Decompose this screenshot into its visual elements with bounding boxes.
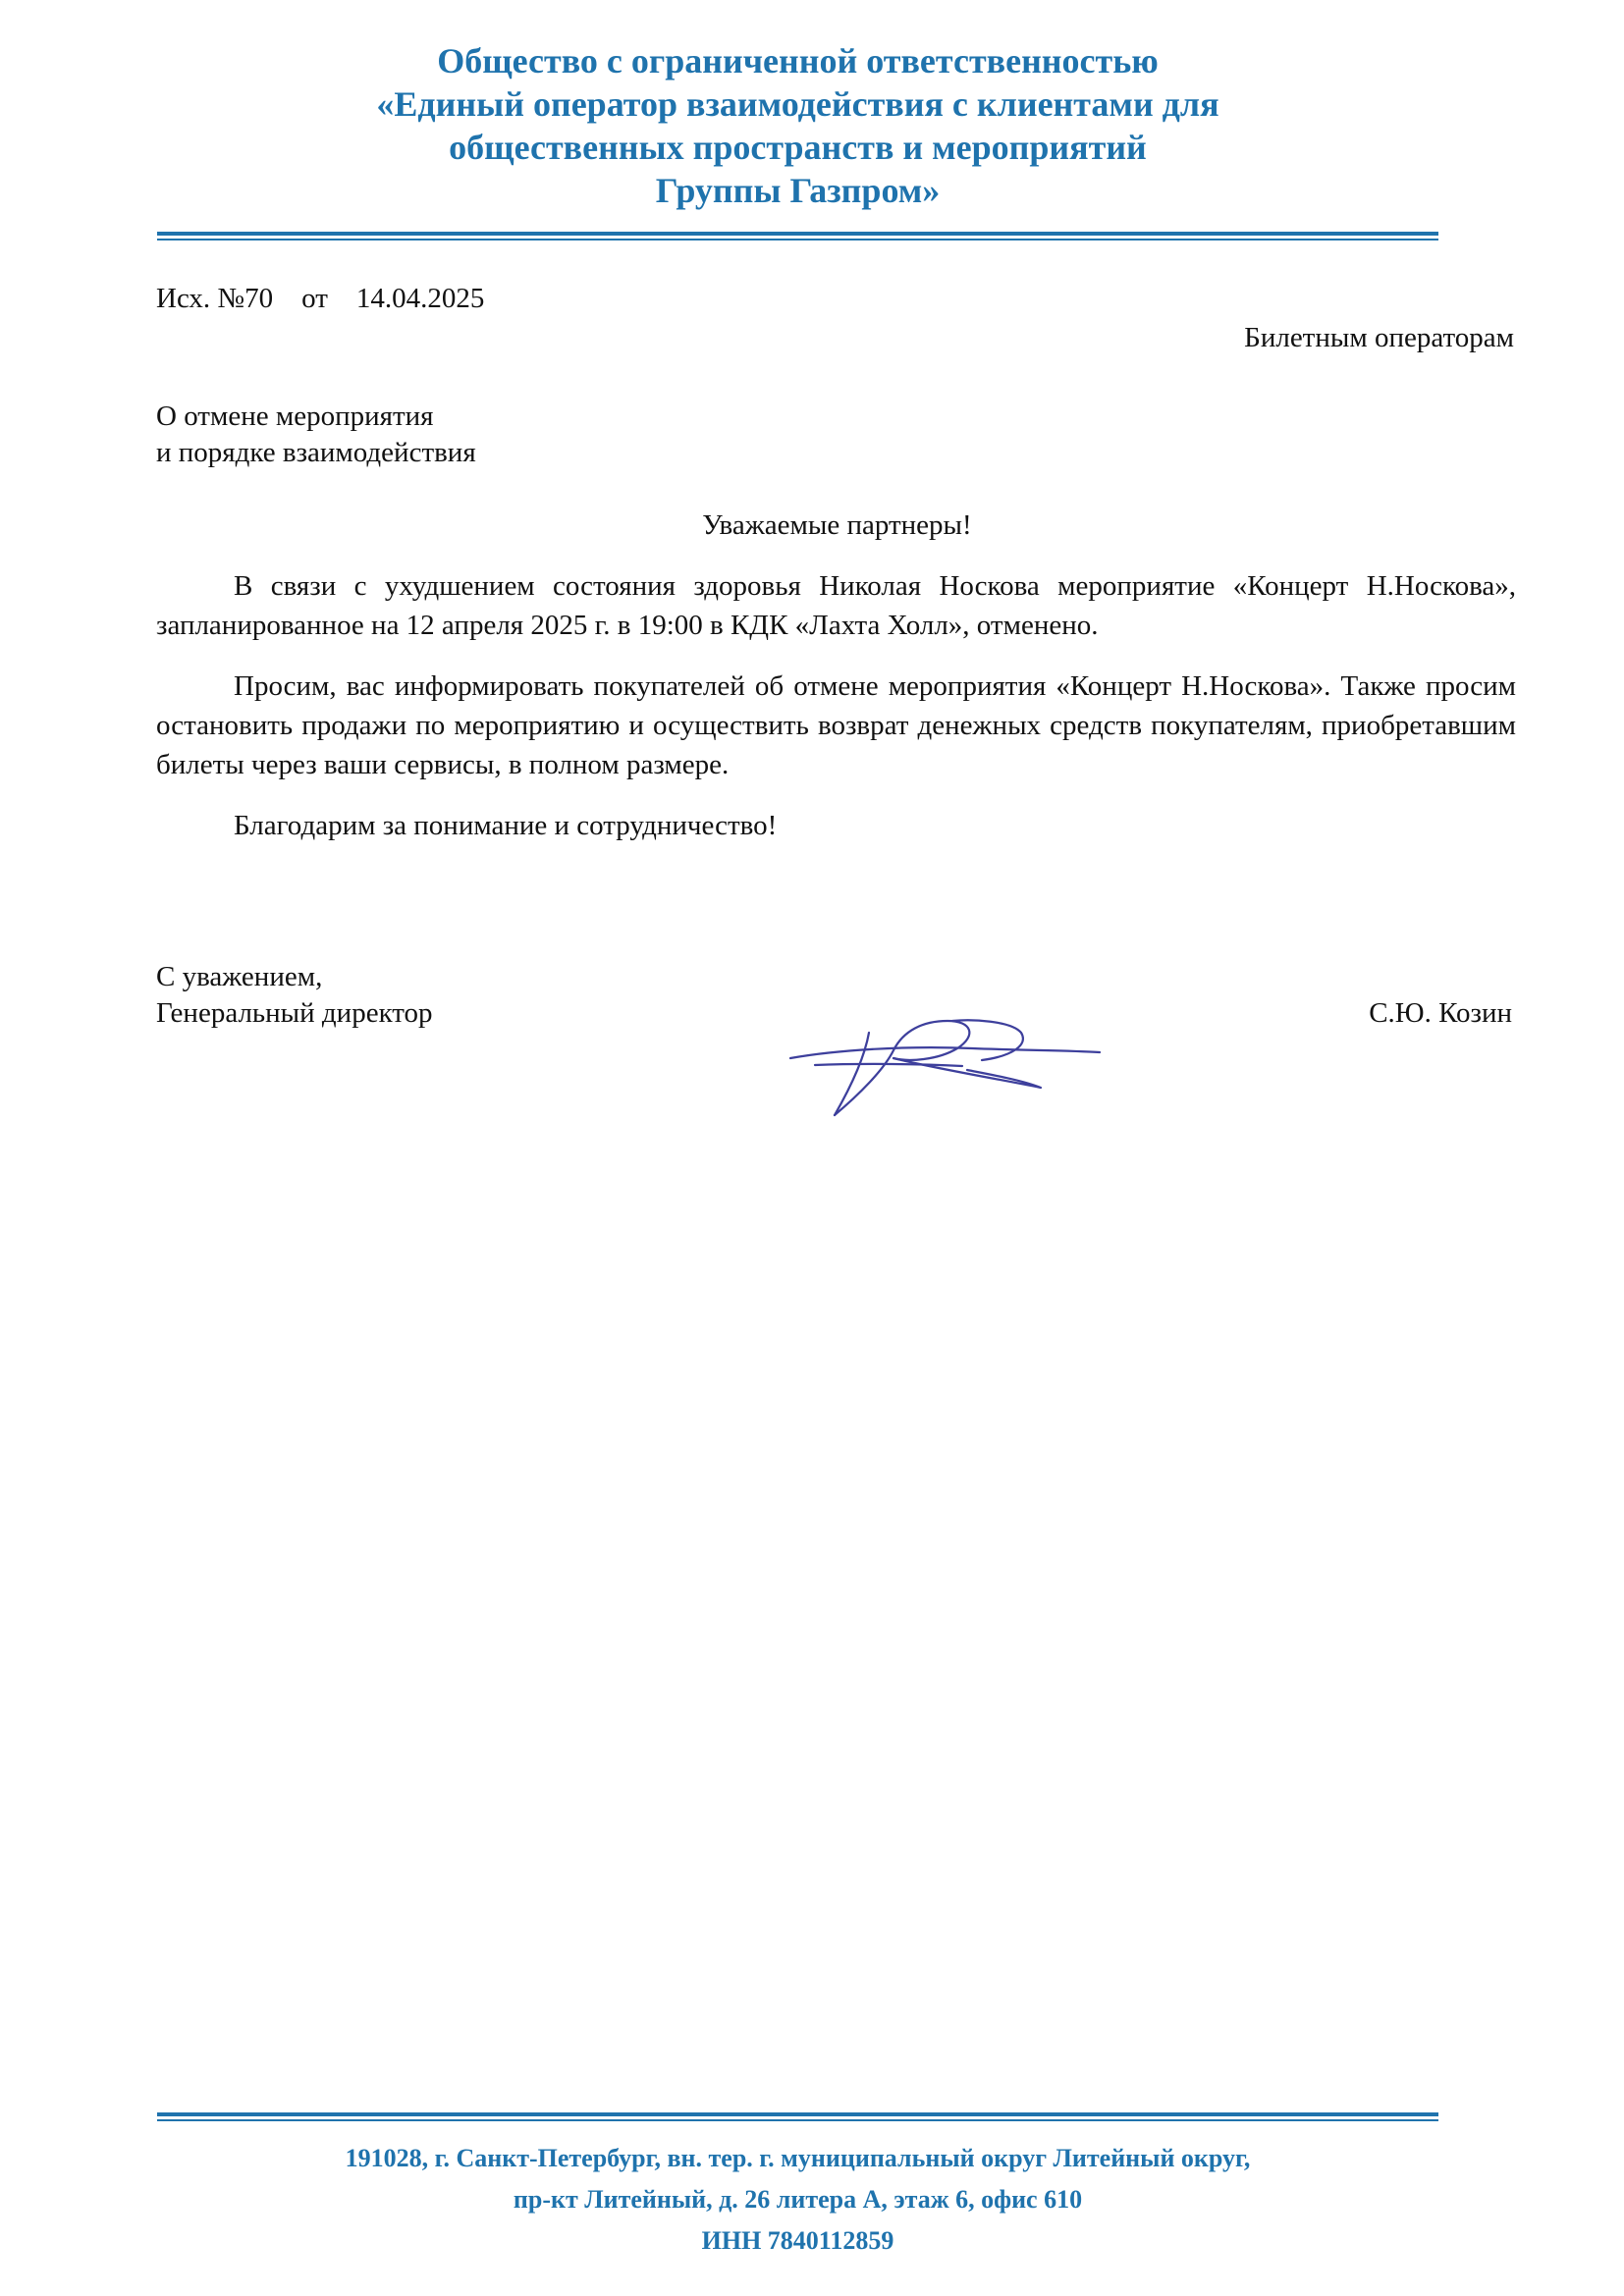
letterhead-line-3: общественных пространств и мероприятий — [449, 128, 1147, 167]
letter-body — [156, 566, 1516, 867]
letter-subject — [156, 399, 476, 471]
signer-name: С.Ю. Козин — [1369, 997, 1512, 1029]
footer-line-3: ИНН 7840112859 — [701, 2226, 894, 2255]
footer-divider — [157, 2112, 1438, 2121]
letterhead-line-2: «Единый оператор взаимодействия с клиентами для — [376, 84, 1219, 124]
outgoing-reference — [156, 281, 484, 317]
greeting: Уважаемые партнеры! — [702, 509, 972, 541]
subject-line-2: и порядке взаимодействия — [156, 437, 476, 468]
letterhead-line-1: Общество с ограниченной ответственностью — [437, 41, 1159, 80]
footer-address — [157, 2138, 1438, 2262]
signer-position: Генеральный директор — [156, 997, 433, 1029]
closing — [156, 959, 433, 1032]
handwritten-signature — [776, 991, 1110, 1139]
body-paragraph-2: Просим, вас информировать покупателей об отмене мероприятия «Концерт Н.Носкова». Также просим остановить продажи по мероприятию и осуществить возврат денежных средств покупателям, приобретавшим билеты через ваши сервисы, в полном размере. — [156, 670, 1516, 780]
header-divider — [157, 232, 1438, 240]
reference-number: Исх. №70 — [156, 283, 274, 314]
body-paragraph-1: В связи с ухудшением состояния здоровья Николая Носкова мероприятие «Концерт Н.Носкова», запланированное на 12 апреля 2025 г. в 19:00 в КДК «Лахта Холл», отменено. — [156, 570, 1516, 641]
body-paragraph-3: Благодарим за понимание и сотрудничество! — [234, 810, 778, 841]
addressee: Билетным операторам — [1244, 322, 1514, 353]
closing-regards: С уважением, — [156, 961, 323, 992]
footer-line-2: пр-кт Литейный, д. 26 литера А, этаж 6, офис 610 — [513, 2185, 1083, 2214]
date-prefix: от — [301, 283, 328, 314]
footer-line-1: 191028, г. Санкт-Петербург, вн. тер. г. муниципальный округ Литейный округ, — [345, 2144, 1251, 2172]
letterhead-line-4: Группы Газпром» — [655, 171, 941, 210]
letterhead — [157, 39, 1438, 212]
subject-line-1: О отмене мероприятия — [156, 400, 434, 432]
letter-date: 14.04.2025 — [355, 283, 485, 314]
